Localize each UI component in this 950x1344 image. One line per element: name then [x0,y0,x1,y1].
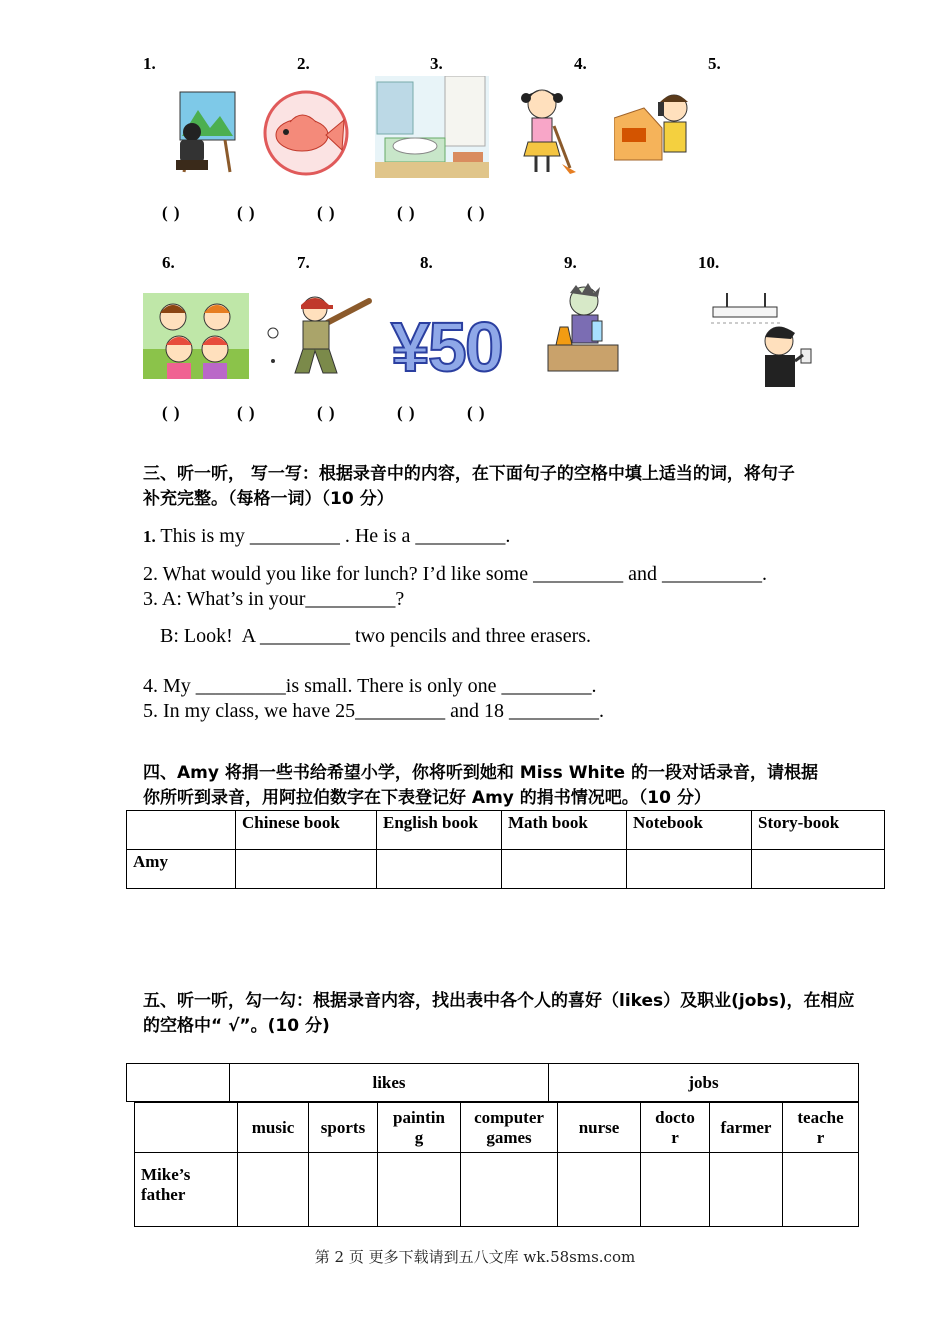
price-label: ¥50 [391,308,502,386]
answer-cell[interactable] [641,1153,710,1227]
question-1-text: This is my _________ . He is a _________. [155,525,511,547]
kids-group-picture [143,293,249,379]
yuan-50-picture [391,308,513,386]
item-number: 9. [564,253,577,272]
answer-bracket[interactable]: ( ) [397,403,416,422]
table-header-cell: Notebook [627,811,752,850]
section5-heading [143,989,903,1039]
item-number: 2. [297,54,310,73]
table-row [127,850,885,889]
group-header-jobs: jobs [549,1064,859,1102]
item-number: 4. [574,54,587,73]
question-4: 4. My _________is small. There is only one _________. [143,675,597,697]
book-donation-table [126,810,885,889]
likes-jobs-group-header [126,1063,859,1102]
answer-bracket[interactable]: ( ) [237,203,256,222]
section5-heading-line2: 的空格中“ √”。(10 分) [143,1016,330,1036]
likes-jobs-table [134,1102,859,1227]
table-header-row [127,811,885,850]
scientist-picture [546,281,620,373]
answer-bracket[interactable]: ( ) [317,203,336,222]
answer-cell[interactable] [783,1153,859,1227]
item-number: 3. [430,54,443,73]
question-1-number: 1. [143,527,156,546]
table-header-cell: sports [309,1103,378,1153]
answer-bracket[interactable]: ( ) [237,403,256,422]
group-header-likes: likes [230,1064,549,1102]
section4-heading-line2: 你所听到录音，用阿拉伯数字在下表登记好 Amy 的捐书情况吧。（10 分） [143,788,711,808]
question-3b: B: Look! A _________ two pencils and three erasers. [160,625,592,647]
page-footer: 第 2 页 更多下载请到五八文库 wk.58sms.com [314,1248,636,1266]
light-switch-boy-picture [705,289,817,391]
answer-bracket[interactable]: ( ) [162,403,181,422]
bathroom-picture [375,76,489,178]
table-row-label: Amy [127,850,236,889]
section5-heading-line1: 五、听一听，勾一勾：根据录音内容，找出表中各个人的喜好（likes）及职业(jobs)，在相应 [143,991,855,1011]
item-number: 10. [698,253,720,272]
table-header-cell: Chinese book [236,811,377,850]
table-header-cell: computer games [461,1103,558,1153]
answer-cell[interactable] [377,850,502,889]
answer-bracket[interactable]: ( ) [467,203,486,222]
table-row-label: Mike’s father [135,1153,238,1227]
question-5: 5. In my class, we have 25_________ and 18 _________. [143,700,605,722]
question-3a: 3. A: What’s in your_________? [143,588,405,610]
baseball-player-picture [265,291,375,379]
answer-cell[interactable] [752,850,885,889]
table-header-cell: Math book [502,811,627,850]
item-number: 1. [143,54,156,73]
table-header-cell [135,1103,238,1153]
table-header-cell: docto r [641,1103,710,1153]
answer-cell[interactable] [238,1153,309,1227]
answer-cell[interactable] [558,1153,641,1227]
table-header-cell: Story-book [752,811,885,850]
section4-heading-line1: 四、Amy 将捐一些书给希望小学，你将听到她和 Miss White 的一段对话录音，请根据 [143,763,818,783]
section3-heading [143,462,903,512]
table-row [135,1153,859,1227]
table-header-cell: farmer [710,1103,783,1153]
table-header-cell: English book [377,811,502,850]
answer-bracket[interactable]: ( ) [467,403,486,422]
item-number: 6. [162,253,175,272]
answer-cell[interactable] [502,850,627,889]
phone-boy-picture [614,88,694,164]
answer-cell[interactable] [461,1153,558,1227]
section4-heading [143,761,903,811]
answer-bracket[interactable]: ( ) [397,203,416,222]
table-header-cell: paintin g [378,1103,461,1153]
answer-cell[interactable] [710,1153,783,1227]
answer-bracket[interactable]: ( ) [162,203,181,222]
fish-picture [262,88,350,178]
table-header-cell [127,811,236,850]
question-1 [143,523,510,550]
table-header-cell: teache r [783,1103,859,1153]
group-header-cell [127,1064,230,1102]
answer-cell[interactable] [309,1153,378,1227]
item-number: 5. [708,54,721,73]
item-number: 8. [420,253,433,272]
answer-cell[interactable] [236,850,377,889]
painter-picture [170,88,240,176]
answer-bracket[interactable]: ( ) [317,403,336,422]
section3-heading-line1: 三、听一听， 写一写：根据录音中的内容，在下面句子的空格中填上适当的词，将句子 [143,464,795,484]
section3-heading-line2: 补充完整。（每格一词）（10 分） [143,489,394,509]
item-number: 7. [297,253,310,272]
answer-cell[interactable] [627,850,752,889]
answer-cell[interactable] [378,1153,461,1227]
table-header-row [135,1103,859,1153]
table-header-cell: nurse [558,1103,641,1153]
question-2: 2. What would you like for lunch? I’d like some _________ and __________. [143,563,767,585]
table-header-cell: music [238,1103,309,1153]
sweeping-girl-picture [514,86,578,176]
